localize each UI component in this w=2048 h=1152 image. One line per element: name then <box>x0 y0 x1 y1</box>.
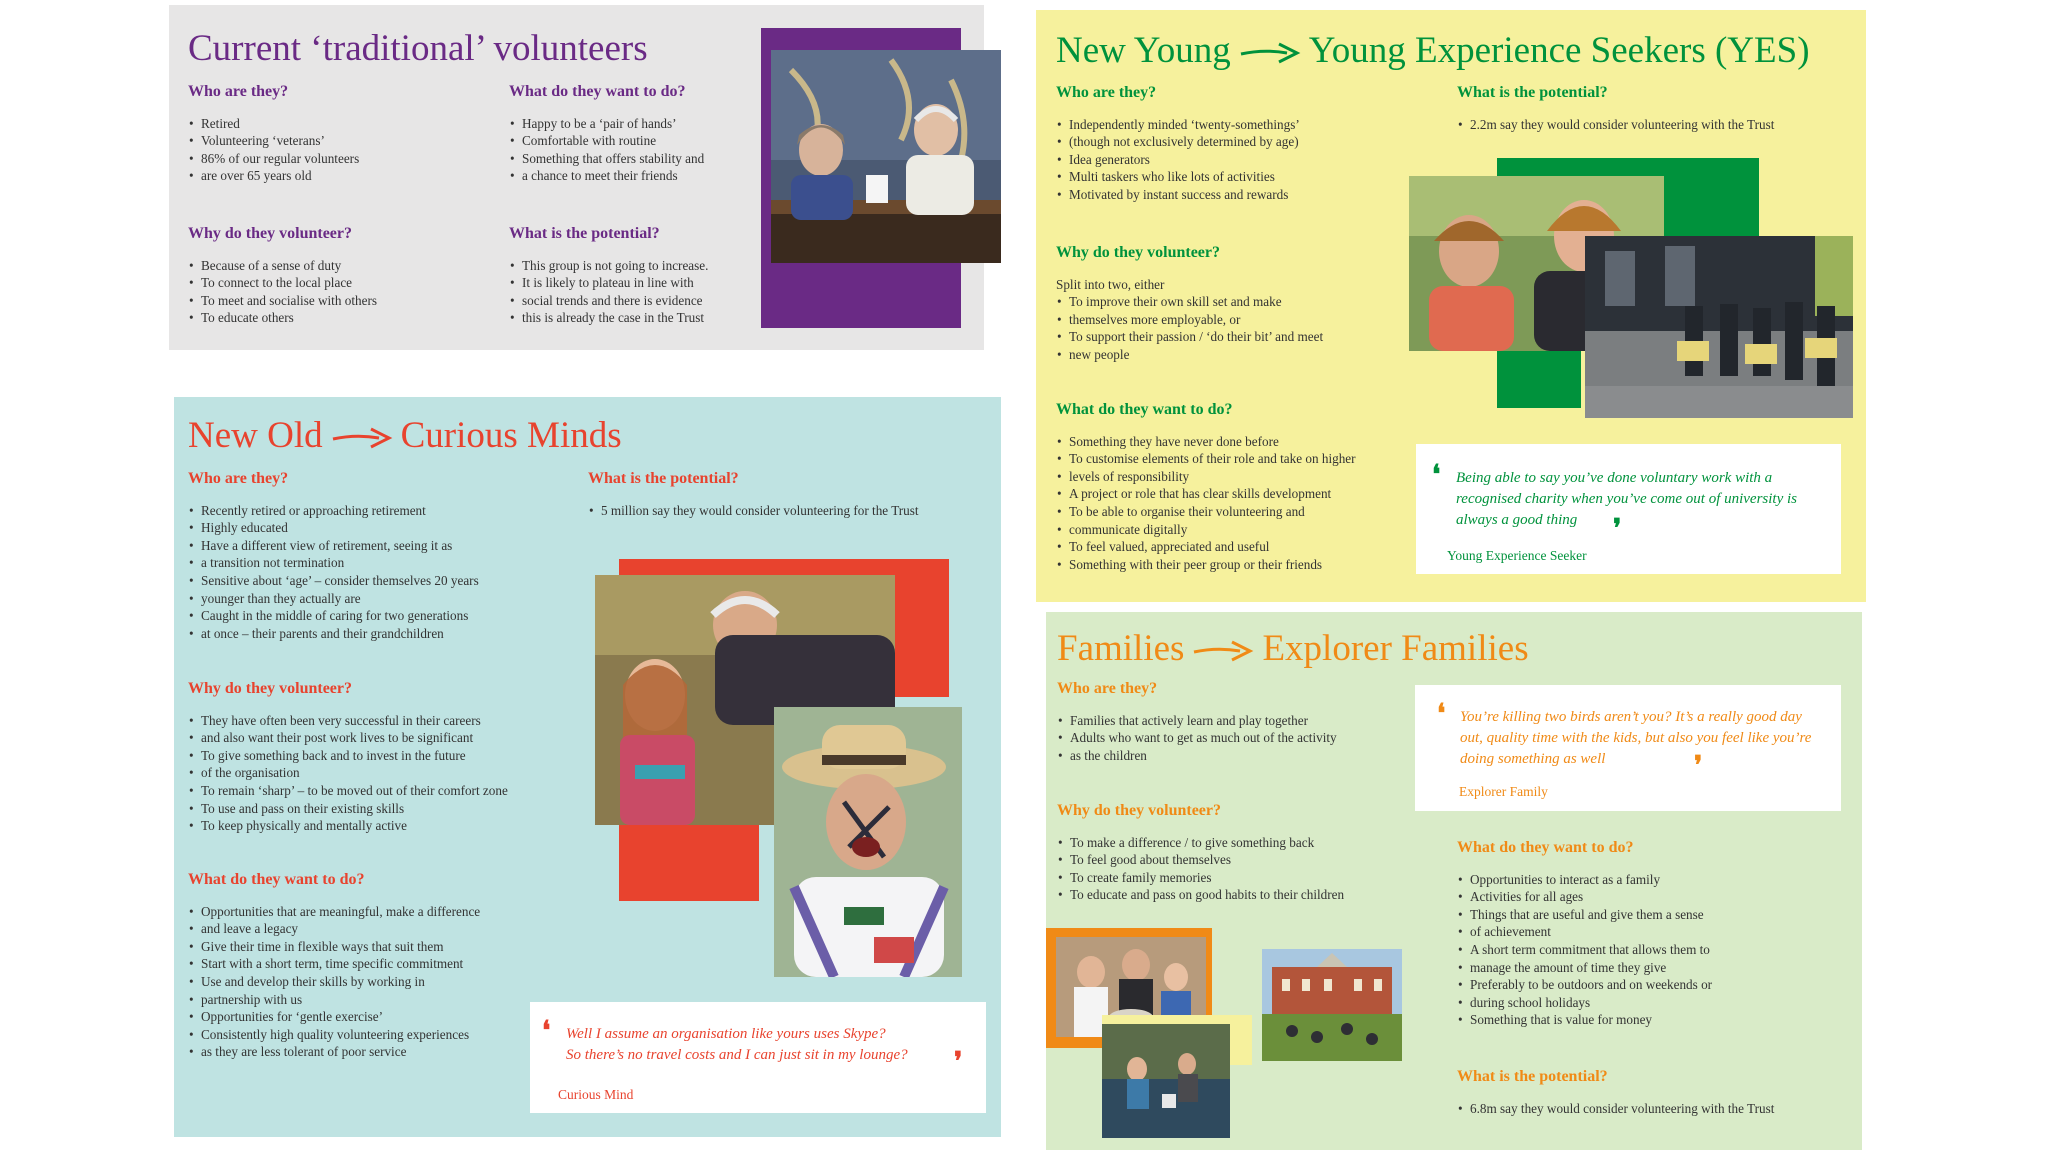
list-item: • To improve their own skill set and make <box>1056 293 1416 311</box>
curious-minds-panel <box>174 397 1001 1137</box>
open-quote-icon: ❛ <box>542 1016 551 1045</box>
arrow-icon <box>1192 633 1254 670</box>
families-who-list <box>1057 712 1397 765</box>
yes-why-list <box>1056 293 1416 363</box>
families-potential-heading: What is the potential? <box>1457 1068 1608 1085</box>
yes-title-left: New Young <box>1056 30 1231 71</box>
list-item: • at once – their parents and their grandchildren <box>188 625 578 643</box>
face-painted-volunteer-photo <box>774 707 962 977</box>
yes-who-list <box>1056 116 1436 204</box>
list-item: • To support their passion / ‘do their bit’ and meet <box>1056 328 1416 346</box>
curious-quote-source: Curious Mind <box>558 1087 634 1102</box>
families-why-block <box>1057 802 1417 904</box>
list-item: • of the organisation <box>188 764 588 782</box>
traditional-potential-list <box>509 257 759 327</box>
yes-quote-source: Young Experience Seeker <box>1447 548 1587 563</box>
list-item: • They have often been very successful in their careers <box>188 712 588 730</box>
yes-why-block <box>1056 244 1416 364</box>
yes-title-right: Young Experience Seekers (YES) <box>1308 30 1810 71</box>
curious-want-list <box>188 903 568 1061</box>
traditional-why-list <box>188 257 488 327</box>
close-quote-icon: ❜ <box>954 1047 963 1076</box>
volunteers-street-photo <box>1585 236 1853 418</box>
close-quote-icon: ❜ <box>1613 514 1622 543</box>
list-item: • To educate others <box>188 309 488 327</box>
families-quote-text: You’re killing two birds aren’t you? It’s a really good day out, quality time with the kids, but also you feel like you’re doing something as well <box>1460 709 1812 767</box>
traditional-want-heading: What do they want to do? <box>509 83 686 100</box>
curious-want-heading: What do they want to do? <box>188 871 365 888</box>
curious-potential-list <box>588 502 988 520</box>
arrow-icon <box>1239 35 1301 72</box>
list-item: • a transition not termination <box>188 554 578 572</box>
curious-why-heading: Why do they volunteer? <box>188 680 352 697</box>
yes-potential-list <box>1457 116 1857 134</box>
list-item: • communicate digitally <box>1056 521 1436 539</box>
list-item: • of achievement <box>1457 923 1787 941</box>
curious-quote-line2: So there’s no travel costs and I can just sit in my lounge? <box>566 1047 908 1063</box>
list-item: • To create family memories <box>1057 869 1417 887</box>
traditional-title: Current ‘traditional’ volunteers <box>188 28 648 69</box>
curious-who-heading: Who are they? <box>188 470 289 487</box>
list-item: • Happy to be a ‘pair of hands’ <box>509 115 759 133</box>
list-item: • Families that actively learn and play together <box>1057 712 1397 730</box>
red-accent-block <box>619 817 759 901</box>
traditional-want-block <box>509 83 759 185</box>
yes-potential-block <box>1457 84 1857 133</box>
curious-why-block <box>188 680 588 835</box>
yes-want-block <box>1056 401 1436 573</box>
list-item: • (though not exclusively determined by age) <box>1056 133 1436 151</box>
families-quote-box <box>1415 685 1841 811</box>
traditional-volunteers-photo <box>771 50 1001 263</box>
curious-potential-heading: What is the potential? <box>588 470 739 487</box>
list-item: • Independently minded ‘twenty-somethings’ <box>1056 116 1436 134</box>
list-item: • To feel valued, appreciated and useful <box>1056 538 1436 556</box>
close-quote-icon: ❜ <box>1694 751 1703 780</box>
list-item: • 2.2m say they would consider volunteering with the Trust <box>1457 116 1857 134</box>
traditional-who-list <box>188 115 488 185</box>
list-item: • Have a different view of retirement, seeing it as <box>188 537 578 555</box>
families-potential-block <box>1457 1068 1857 1117</box>
families-title <box>1057 630 1529 670</box>
yes-potential-heading: What is the potential? <box>1457 84 1608 101</box>
yes-want-list <box>1056 433 1436 574</box>
list-item: • Something with their peer group or their friends <box>1056 556 1436 574</box>
list-item: • To remain ‘sharp’ – to be moved out of their comfort zone <box>188 782 588 800</box>
list-item: • It is likely to plateau in line with <box>509 274 759 292</box>
list-item: • partnership with us <box>188 991 568 1009</box>
list-item: • Comfortable with routine <box>509 132 759 150</box>
list-item: • To make a difference / to give something back <box>1057 834 1417 852</box>
yes-quote-box <box>1416 444 1841 574</box>
green-accent-block <box>1497 348 1581 408</box>
curious-who-list <box>188 502 578 643</box>
list-item: • Because of a sense of duty <box>188 257 488 275</box>
pond-dipping-photo <box>1102 1024 1230 1138</box>
list-item: • social trends and there is evidence <box>509 292 759 310</box>
families-quote-source: Explorer Family <box>1459 784 1548 799</box>
curious-who-block <box>188 470 578 642</box>
list-item: • A project or role that has clear skills development <box>1056 485 1436 503</box>
list-item: • manage the amount of time they give <box>1457 959 1787 977</box>
curious-title <box>188 417 622 457</box>
list-item: • 5 million say they would consider volunteering for the Trust <box>588 502 988 520</box>
list-item: • Adults who want to get as much out of the activity <box>1057 729 1397 747</box>
list-item: • 86% of our regular volunteers <box>188 150 488 168</box>
curious-quote-line1: Well I assume an organisation like yours uses Skype? <box>566 1026 886 1042</box>
families-want-block <box>1457 839 1787 1029</box>
curious-want-block <box>188 871 568 1061</box>
curious-potential-block <box>588 470 988 519</box>
house-picnic-photo <box>1262 949 1402 1061</box>
list-item: • Idea generators <box>1056 151 1436 169</box>
list-item: • are over 65 years old <box>188 167 488 185</box>
yes-title <box>1056 32 1810 72</box>
list-item: • To give something back and to invest in the future <box>188 747 588 765</box>
traditional-why-heading: Why do they volunteer? <box>188 225 352 242</box>
list-item: • a chance to meet their friends <box>509 167 759 185</box>
families-why-list <box>1057 834 1417 904</box>
traditional-want-list <box>509 115 759 185</box>
list-item: • 6.8m say they would consider volunteering with the Trust <box>1457 1100 1857 1118</box>
list-item: • Start with a short term, time specific commitment <box>188 955 568 973</box>
list-item: • Something that is value for money <box>1457 1011 1787 1029</box>
list-item: • Preferably to be outdoors and on weekends or <box>1457 976 1787 994</box>
explorer-families-panel <box>1046 612 1862 1150</box>
list-item: • To be able to organise their volunteering and <box>1056 503 1436 521</box>
list-item: • themselves more employable, or <box>1056 311 1416 329</box>
list-item: • Consistently high quality volunteering experiences <box>188 1026 568 1044</box>
yes-why-intro: Split into two, either <box>1056 276 1165 292</box>
traditional-who-heading: Who are they? <box>188 83 289 100</box>
list-item: • Use and develop their skills by working in <box>188 973 568 991</box>
traditional-potential-heading: What is the potential? <box>509 225 660 242</box>
list-item: • Things that are useful and give them a sense <box>1457 906 1787 924</box>
young-experience-seekers-panel <box>1036 10 1866 602</box>
curious-title-left: New Old <box>188 415 323 456</box>
list-item: • Caught in the middle of caring for two generations <box>188 607 578 625</box>
open-quote-icon: ❛ <box>1432 460 1441 489</box>
list-item: • Sensitive about ‘age’ – consider themselves 20 years <box>188 572 578 590</box>
list-item: • To keep physically and mentally active <box>188 817 588 835</box>
list-item: • Opportunities that are meaningful, make a difference <box>188 903 568 921</box>
yes-who-block <box>1056 84 1436 204</box>
traditional-potential-block <box>509 225 759 327</box>
yes-who-heading: Who are they? <box>1056 84 1157 101</box>
curious-title-right: Curious Minds <box>400 415 622 456</box>
traditional-volunteers-panel <box>169 5 984 350</box>
families-title-right: Explorer Families <box>1262 628 1529 669</box>
open-quote-icon: ❛ <box>1437 699 1446 728</box>
list-item: • To customise elements of their role and take on higher <box>1056 450 1436 468</box>
yes-want-heading: What do they want to do? <box>1056 401 1233 418</box>
list-item: • Opportunities for ‘gentle exercise’ <box>188 1008 568 1026</box>
list-item: • during school holidays <box>1457 994 1787 1012</box>
list-item: • Retired <box>188 115 488 133</box>
list-item: • Activities for all ages <box>1457 888 1787 906</box>
families-who-heading: Who are they? <box>1057 680 1158 697</box>
families-who-block <box>1057 680 1397 764</box>
list-item: • To connect to the local place <box>188 274 488 292</box>
list-item: • as the children <box>1057 747 1397 765</box>
families-title-left: Families <box>1057 628 1185 669</box>
yes-why-heading: Why do they volunteer? <box>1056 244 1220 261</box>
list-item: • younger than they actually are <box>188 590 578 608</box>
list-item: • Multi taskers who like lots of activities <box>1056 168 1436 186</box>
list-item: • this is already the case in the Trust <box>509 309 759 327</box>
list-item: • and also want their post work lives to be significant <box>188 729 588 747</box>
families-potential-list <box>1457 1100 1857 1118</box>
list-item: • Recently retired or approaching retirement <box>188 502 578 520</box>
curious-why-list <box>188 712 588 835</box>
arrow-icon <box>331 420 393 457</box>
traditional-who-block <box>188 83 488 185</box>
traditional-why-block <box>188 225 488 327</box>
list-item: • Give their time in flexible ways that suit them <box>188 938 568 956</box>
list-item: • Volunteering ‘veterans’ <box>188 132 488 150</box>
list-item: • This group is not going to increase. <box>509 257 759 275</box>
yes-quote-text: Being able to say you’ve done voluntary work with a recognised charity when you’ve come out of university is always a good thing <box>1456 470 1798 528</box>
list-item: • Highly educated <box>188 519 578 537</box>
list-item: • A short term commitment that allows them to <box>1457 941 1787 959</box>
families-want-heading: What do they want to do? <box>1457 839 1634 856</box>
list-item: • levels of responsibility <box>1056 468 1436 486</box>
list-item: • To educate and pass on good habits to their children <box>1057 886 1417 904</box>
list-item: • Motivated by instant success and rewards <box>1056 186 1436 204</box>
list-item: • new people <box>1056 346 1416 364</box>
list-item: • To meet and socialise with others <box>188 292 488 310</box>
list-item: • Something that offers stability and <box>509 150 759 168</box>
list-item: • To use and pass on their existing skills <box>188 800 588 818</box>
list-item: • as they are less tolerant of poor service <box>188 1043 568 1061</box>
list-item: • and leave a legacy <box>188 920 568 938</box>
families-want-list <box>1457 871 1787 1029</box>
list-item: • Opportunities to interact as a family <box>1457 871 1787 889</box>
curious-quote-box <box>530 1002 986 1113</box>
list-item: • Something they have never done before <box>1056 433 1436 451</box>
families-why-heading: Why do they volunteer? <box>1057 802 1221 819</box>
list-item: • To feel good about themselves <box>1057 851 1417 869</box>
